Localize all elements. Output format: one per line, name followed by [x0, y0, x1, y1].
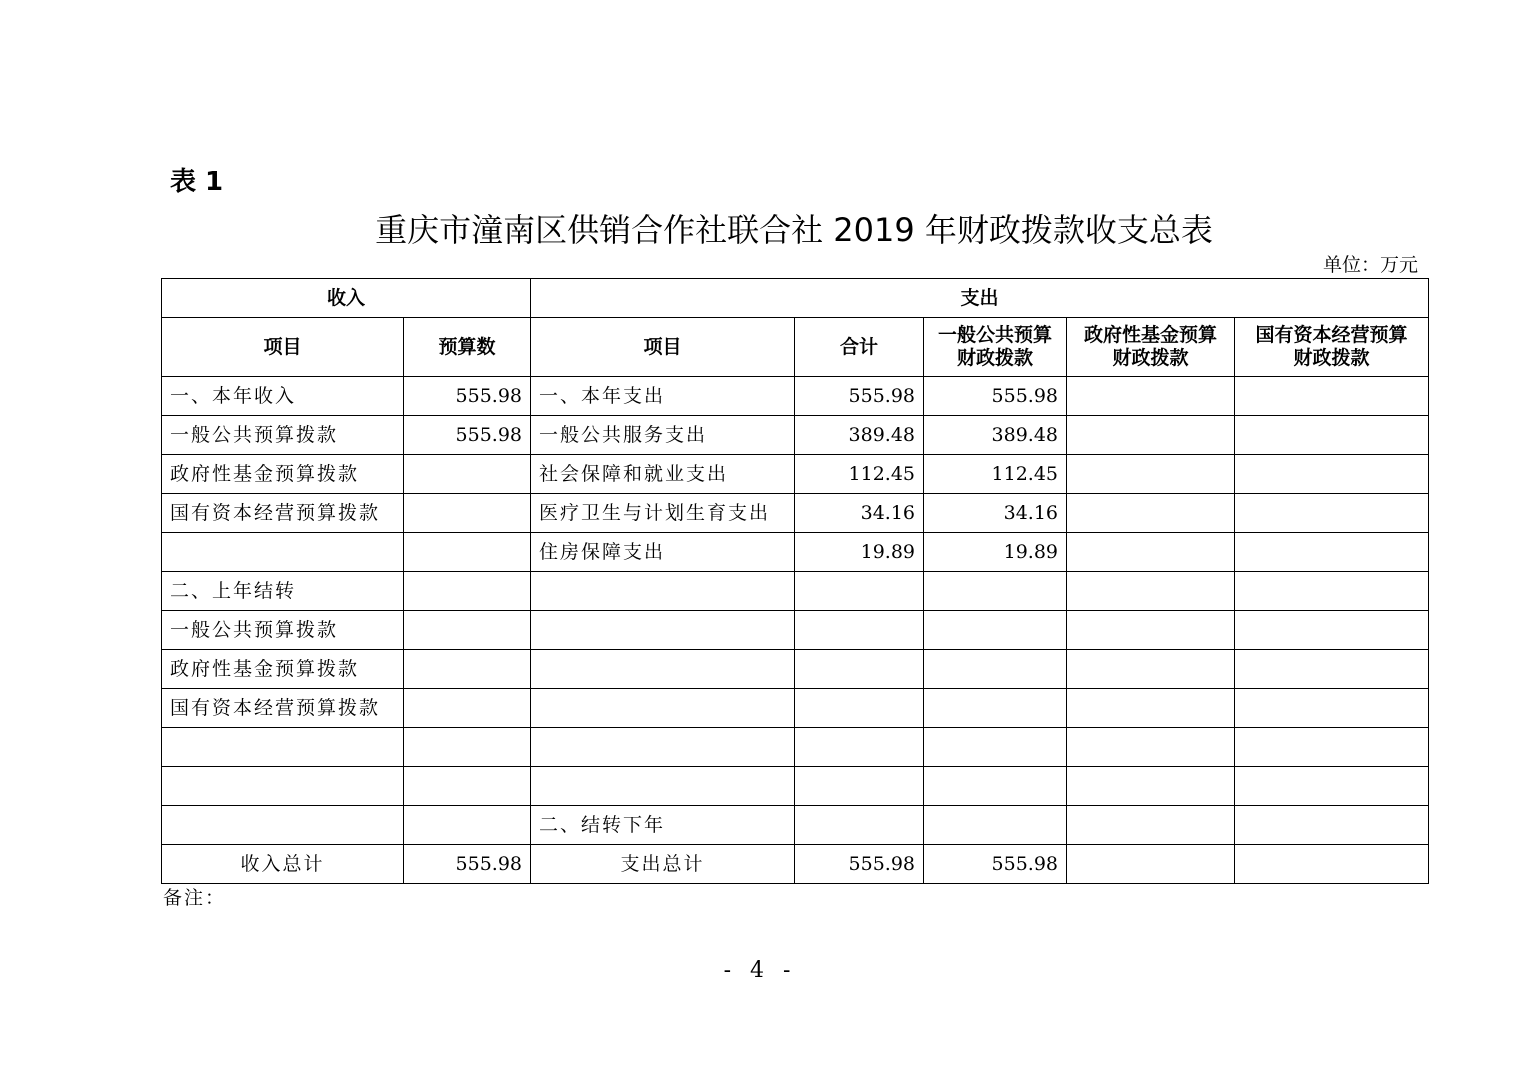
gov-fund-cell [1067, 377, 1235, 416]
income-budget-header: 预算数 [404, 318, 531, 377]
gov-fund-cell [1067, 416, 1235, 455]
income-budget-cell [404, 572, 531, 611]
expense-item-cell [531, 728, 795, 767]
state-capital-cell [1235, 377, 1429, 416]
income-item-cell: 一般公共预算拨款 [162, 611, 404, 650]
table-row [162, 572, 1429, 611]
general-public-cell [924, 611, 1067, 650]
expense-item-header: 项目 [531, 318, 795, 377]
table-row [162, 377, 1429, 416]
general-public-cell [924, 689, 1067, 728]
income-total-label: 收入总计 [162, 845, 404, 884]
table-row [162, 650, 1429, 689]
gov-fund-cell [1067, 767, 1235, 806]
income-item-cell: 政府性基金预算拨款 [162, 650, 404, 689]
header-row-main [162, 279, 1429, 318]
expense-header: 支出 [531, 279, 1429, 318]
gov-fund-total-value [1067, 845, 1235, 884]
page-number: - 4 - [723, 958, 797, 983]
state-capital-cell [1235, 650, 1429, 689]
state-capital-cell [1235, 572, 1429, 611]
table-row [162, 806, 1429, 845]
total-cell [795, 689, 924, 728]
income-item-cell: 一般公共预算拨款 [162, 416, 404, 455]
income-budget-cell [404, 494, 531, 533]
state-capital-header [1235, 318, 1429, 377]
income-budget-cell [404, 611, 531, 650]
table-label: 表 1 [170, 167, 224, 197]
table-row [162, 494, 1429, 533]
table-row [162, 767, 1429, 806]
income-item-cell [162, 767, 404, 806]
table-row [162, 611, 1429, 650]
total-cell: 19.89 [795, 533, 924, 572]
income-budget-cell [404, 650, 531, 689]
expense-item-cell: 医疗卫生与计划生育支出 [531, 494, 795, 533]
state-capital-cell [1235, 611, 1429, 650]
income-item-cell [162, 533, 404, 572]
state-capital-cell [1235, 416, 1429, 455]
state-capital-cell [1235, 494, 1429, 533]
general-public-cell [924, 572, 1067, 611]
total-cell [795, 767, 924, 806]
expense-total-value: 555.98 [795, 845, 924, 884]
general-public-cell: 19.89 [924, 533, 1067, 572]
income-item-cell: 政府性基金预算拨款 [162, 455, 404, 494]
general-public-cell: 34.16 [924, 494, 1067, 533]
income-budget-cell [404, 689, 531, 728]
income-item-cell: 国有资本经营预算拨款 [162, 689, 404, 728]
budget-table [161, 278, 1429, 884]
income-header: 收入 [162, 279, 531, 318]
general-public-cell [924, 728, 1067, 767]
expense-item-cell [531, 650, 795, 689]
expense-item-cell: 住房保障支出 [531, 533, 795, 572]
expense-item-cell: 一、本年支出 [531, 377, 795, 416]
gov-fund-cell [1067, 533, 1235, 572]
total-cell [795, 611, 924, 650]
income-budget-cell [404, 806, 531, 845]
total-cell: 34.16 [795, 494, 924, 533]
gov-fund-cell [1067, 455, 1235, 494]
total-cell: 112.45 [795, 455, 924, 494]
general-public-total-value: 555.98 [924, 845, 1067, 884]
gov-fund-cell [1067, 728, 1235, 767]
total-cell: 555.98 [795, 377, 924, 416]
income-budget-cell [404, 767, 531, 806]
income-item-cell [162, 806, 404, 845]
expense-item-cell: 社会保障和就业支出 [531, 455, 795, 494]
state-capital-cell [1235, 728, 1429, 767]
general-public-cell [924, 650, 1067, 689]
total-cell [795, 728, 924, 767]
expense-item-cell [531, 572, 795, 611]
gov-fund-cell [1067, 689, 1235, 728]
gov-fund-cell [1067, 650, 1235, 689]
general-public-cell [924, 806, 1067, 845]
general-public-header-line2: 财政拨款 [957, 347, 1034, 369]
state-capital-header-line1: 国有资本经营预算 [1255, 324, 1408, 346]
gov-fund-header-line2: 财政拨款 [1112, 347, 1189, 369]
total-cell [795, 806, 924, 845]
state-capital-cell [1235, 767, 1429, 806]
gov-fund-cell [1067, 611, 1235, 650]
table-row [162, 416, 1429, 455]
header-row-sub [162, 318, 1429, 377]
total-header: 合计 [795, 318, 924, 377]
income-total-value: 555.98 [404, 845, 531, 884]
gov-fund-cell [1067, 806, 1235, 845]
income-budget-cell: 555.98 [404, 377, 531, 416]
income-item-cell: 国有资本经营预算拨款 [162, 494, 404, 533]
state-capital-total-value [1235, 845, 1429, 884]
total-cell [795, 572, 924, 611]
expense-item-cell [531, 611, 795, 650]
totals-row [162, 845, 1429, 884]
gov-fund-header-line1: 政府性基金预算 [1084, 324, 1218, 346]
general-public-header [924, 318, 1067, 377]
unit-label: 单位：万元 [1322, 254, 1418, 276]
expense-item-cell [531, 689, 795, 728]
general-public-cell [924, 767, 1067, 806]
state-capital-cell [1235, 806, 1429, 845]
income-budget-cell [404, 533, 531, 572]
table-row [162, 455, 1429, 494]
income-budget-cell: 555.98 [404, 416, 531, 455]
state-capital-header-line2: 财政拨款 [1293, 347, 1370, 369]
income-item-cell [162, 728, 404, 767]
expense-item-cell: 一般公共服务支出 [531, 416, 795, 455]
note-label: 备注： [163, 887, 227, 909]
document-title: 重庆市潼南区供销合作社联合社 2019 年财政拨款收支总表 [375, 211, 1213, 249]
state-capital-cell [1235, 455, 1429, 494]
state-capital-cell [1235, 533, 1429, 572]
general-public-cell: 112.45 [924, 455, 1067, 494]
general-public-cell: 389.48 [924, 416, 1067, 455]
total-cell [795, 650, 924, 689]
gov-fund-cell [1067, 494, 1235, 533]
expense-item-cell [531, 767, 795, 806]
state-capital-cell [1235, 689, 1429, 728]
general-public-header-line1: 一般公共预算 [938, 324, 1053, 346]
income-item-cell: 一、本年收入 [162, 377, 404, 416]
table-row [162, 728, 1429, 767]
general-public-cell: 555.98 [924, 377, 1067, 416]
income-budget-cell [404, 455, 531, 494]
table-row [162, 533, 1429, 572]
expense-item-cell: 二、结转下年 [531, 806, 795, 845]
gov-fund-cell [1067, 572, 1235, 611]
income-budget-cell [404, 728, 531, 767]
total-cell: 389.48 [795, 416, 924, 455]
income-item-cell: 二、上年结转 [162, 572, 404, 611]
table-row [162, 689, 1429, 728]
income-item-header: 项目 [162, 318, 404, 377]
gov-fund-header [1067, 318, 1235, 377]
expense-total-label: 支出总计 [531, 845, 795, 884]
